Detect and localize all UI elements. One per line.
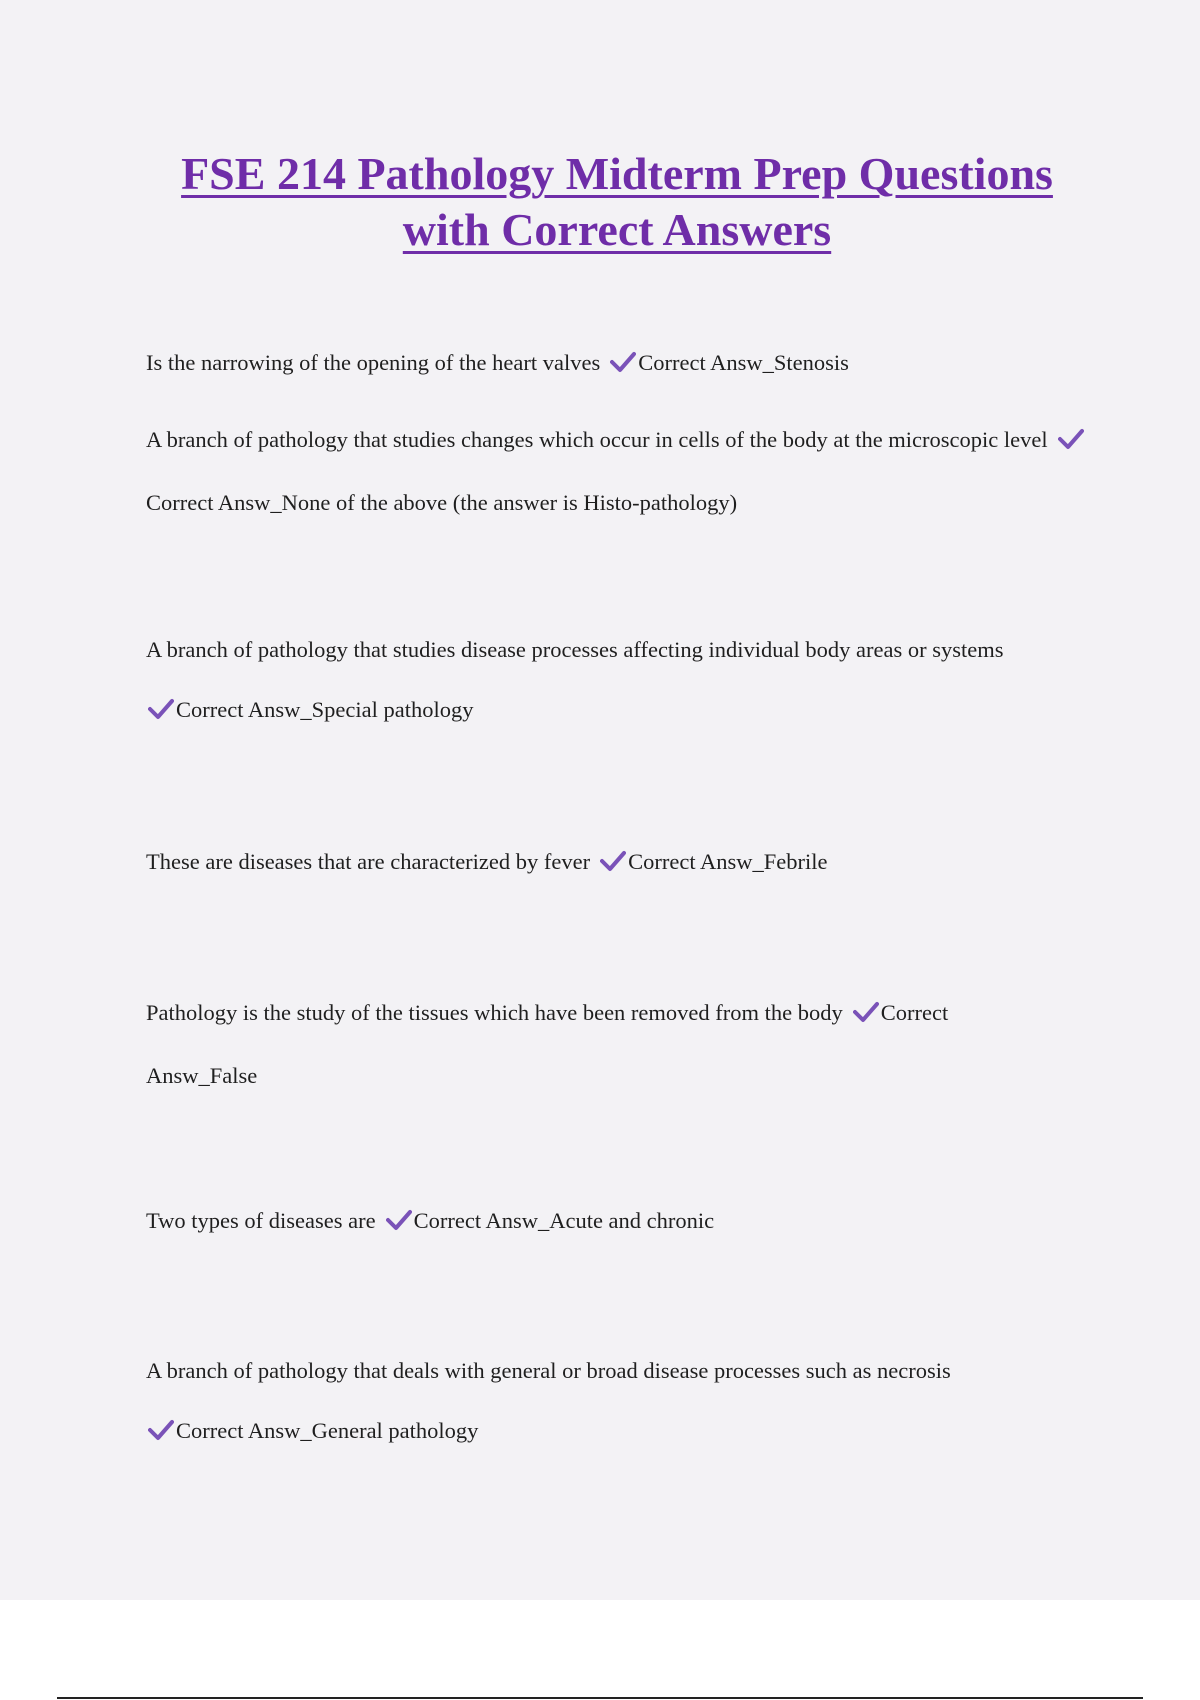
question-text: A branch of pathology that studies changes which occur in cells of the body at the microscopic level: [146, 427, 1048, 452]
check-icon: [386, 1194, 412, 1254]
qa-item-5: [146, 983, 1046, 1106]
check-icon: [853, 986, 879, 1046]
answer-text: Correct Answ_General pathology: [176, 1418, 479, 1443]
qa-item-2: [146, 410, 1106, 533]
check-icon: [148, 1404, 174, 1464]
question-text: Is the narrowing of the opening of the heart valves: [146, 350, 601, 375]
check-icon: [148, 683, 174, 743]
document-title: [0, 146, 1200, 258]
question-text: These are diseases that are characterized by fever: [146, 849, 591, 874]
question-text: A branch of pathology that studies disease processes affecting individual body areas or systems: [146, 637, 1004, 662]
question-text: A branch of pathology that deals with general or broad disease processes such as necrosis: [146, 1358, 951, 1383]
answer-text: Correct Answ_Special pathology: [176, 697, 474, 722]
answer-text: Correct Answ_None of the above (the answer is Histo-pathology): [146, 490, 738, 515]
qa-item-7: [146, 1341, 1106, 1464]
answer-text: Correct Answ_False: [146, 1000, 949, 1088]
question-text: Two types of diseases are: [146, 1208, 376, 1233]
qa-item-1: [146, 333, 1106, 396]
question-text: Pathology is the study of the tissues which have been removed from the body: [146, 1000, 843, 1025]
answer-text: Correct Answ_Acute and chronic: [413, 1208, 715, 1233]
check-icon: [1058, 413, 1084, 473]
qa-item-3: [146, 620, 1106, 743]
title-line-1: FSE 214 Pathology Midterm Prep Questions: [181, 148, 1053, 199]
check-icon: [610, 336, 636, 396]
answer-text: Correct Answ_Febrile: [628, 849, 828, 874]
footer-divider: [57, 1697, 1143, 1699]
qa-item-6: [146, 1191, 1106, 1254]
title-line-2: with Correct Answers: [402, 204, 832, 255]
check-icon: [600, 835, 626, 895]
answer-text: Correct Answ_Stenosis: [638, 350, 849, 375]
qa-item-4: [146, 832, 1106, 895]
